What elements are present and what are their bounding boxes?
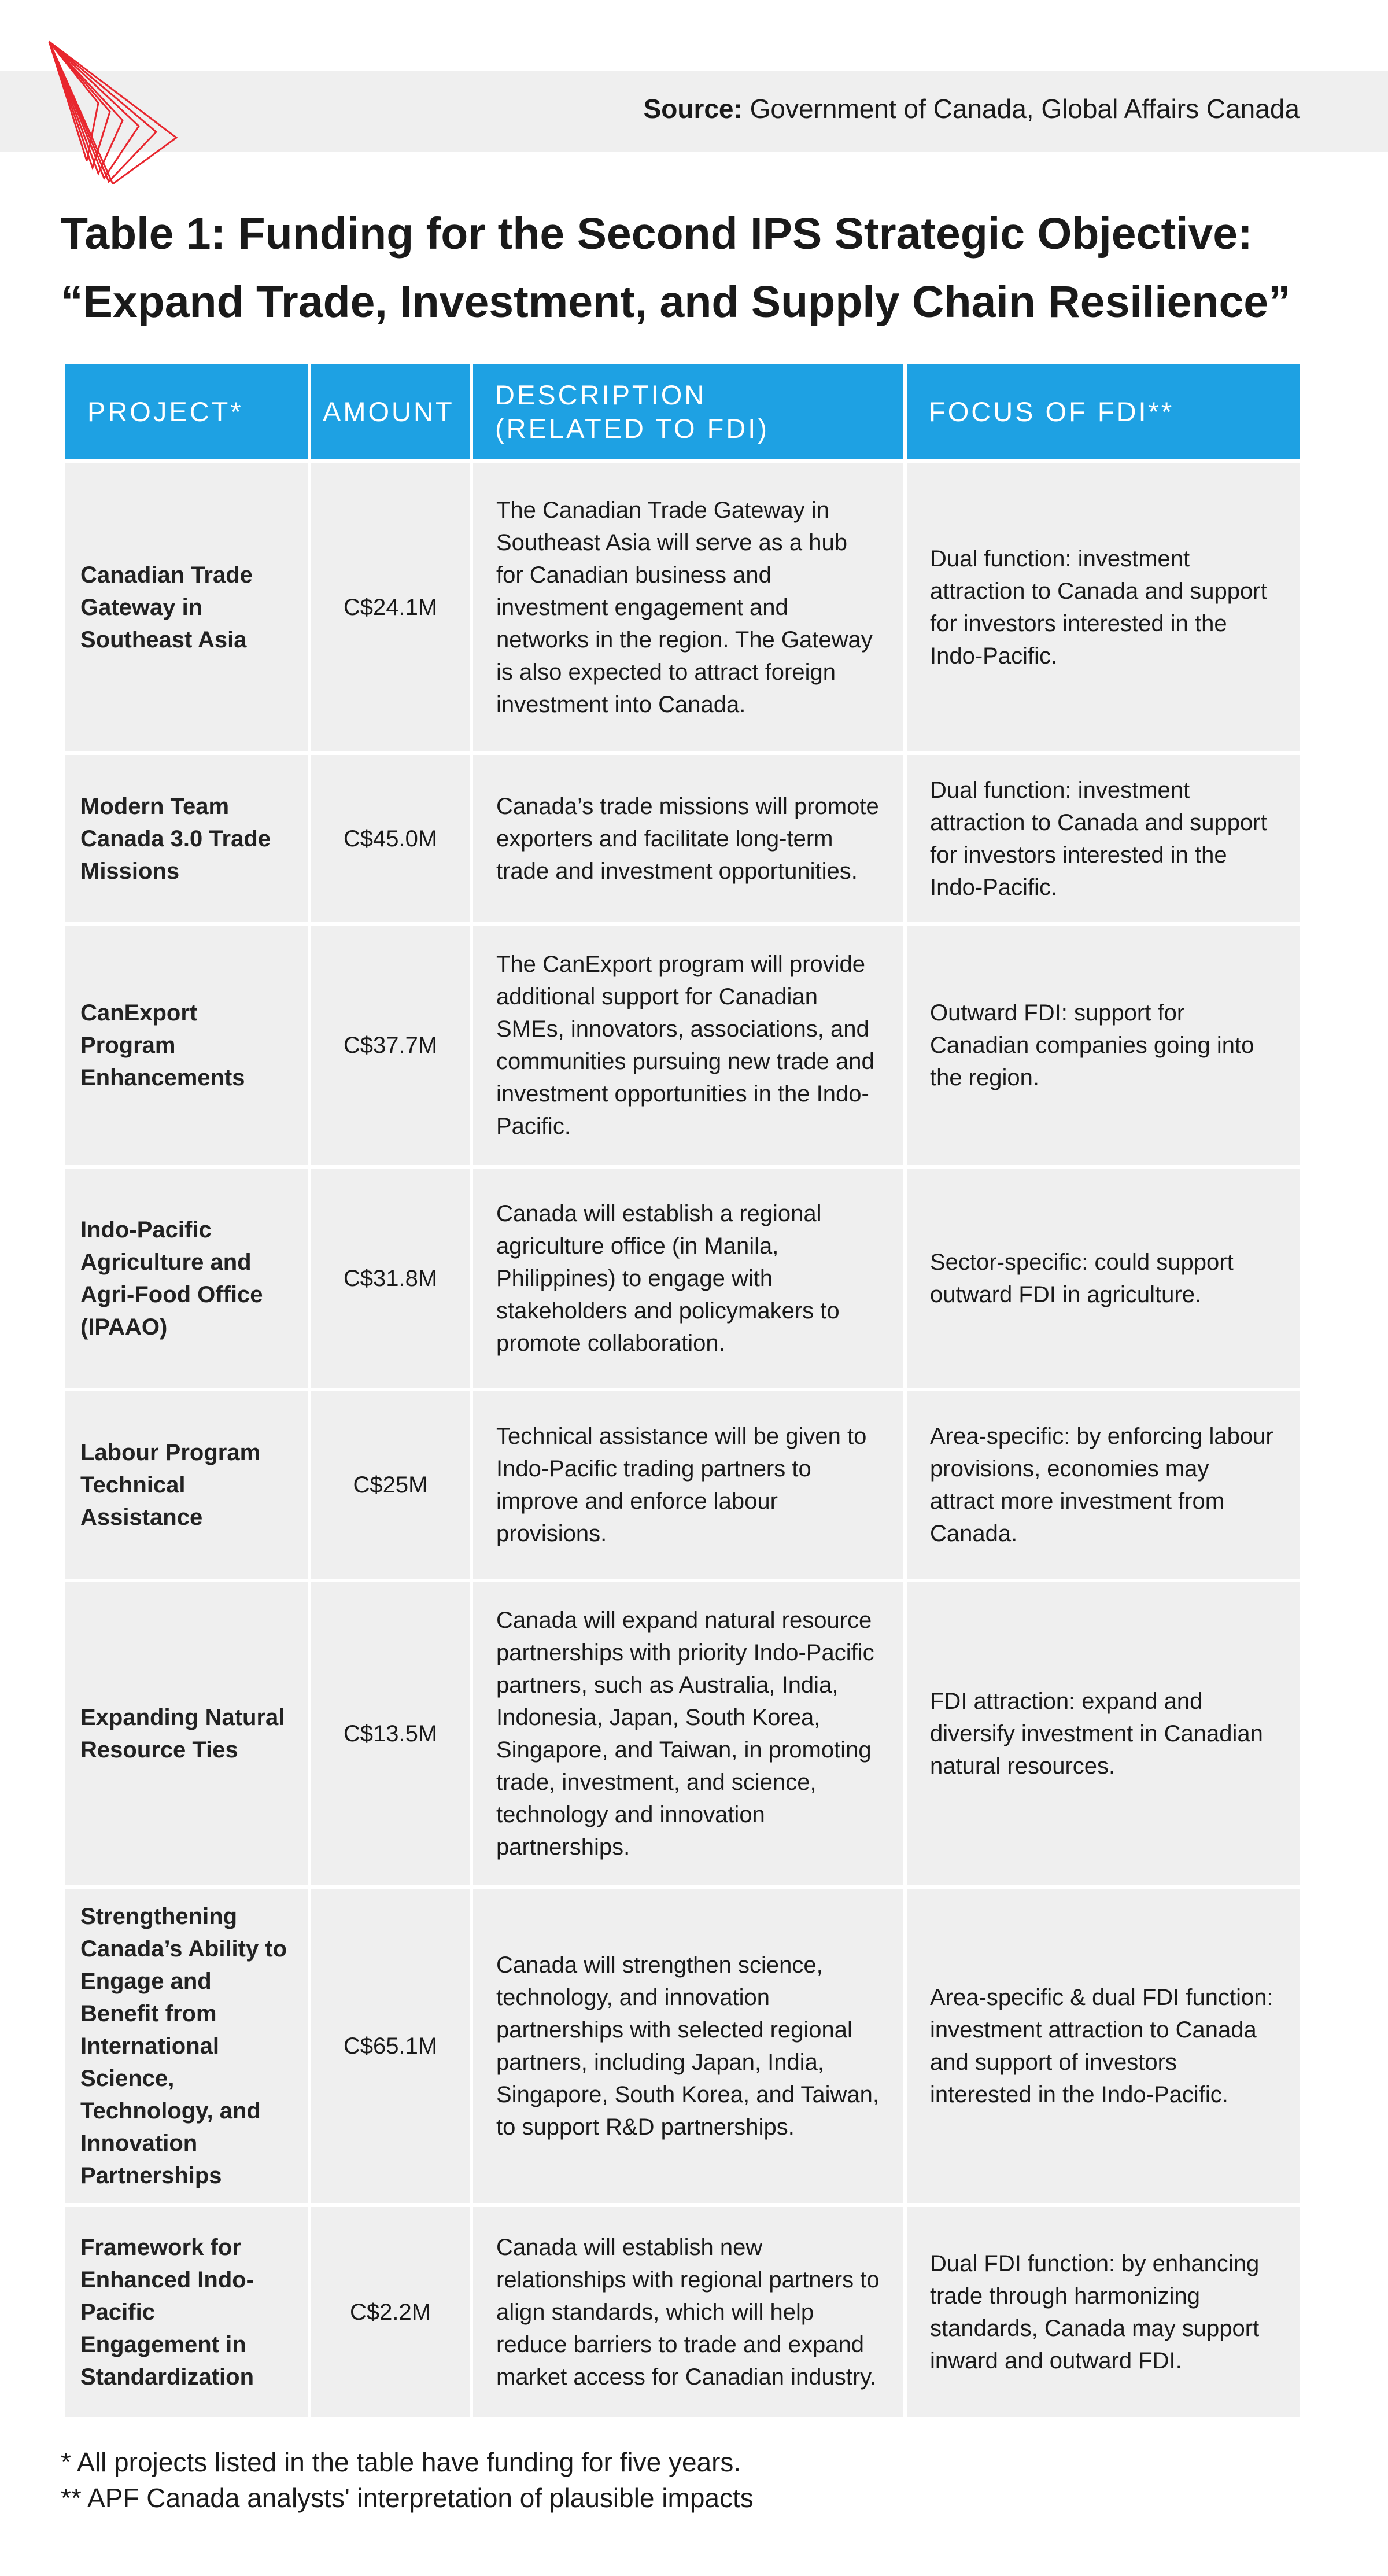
table-row <box>64 1167 1301 1390</box>
apf-canada-logo-icon <box>46 39 179 184</box>
header-amount: AMOUNT <box>309 363 471 461</box>
footnotes <box>61 2444 754 2516</box>
description-cell: The CanExport program will provide additional support for Canadian SMEs, innovators, associations, and communities pursuing new trade and investment opportunities in the Indo-Pacific. <box>471 924 905 1167</box>
table-row <box>64 1887 1301 2205</box>
focus-cell: Outward FDI: support for Canadian companies going into the region. <box>905 924 1301 1167</box>
header-project: PROJECT* <box>64 363 309 461</box>
title-line-2: “Expand Trade, Investment, and Supply Chain Resilience” <box>61 277 1291 327</box>
table-row <box>64 461 1301 753</box>
project-cell: Labour Program Technical Assistance <box>64 1390 309 1580</box>
page-title <box>61 200 1333 336</box>
project-cell: Indo-Pacific Agriculture and Agri-Food Office (IPAAO) <box>64 1167 309 1390</box>
table-header-row <box>64 363 1301 461</box>
project-cell: Expanding Natural Resource Ties <box>64 1580 309 1887</box>
description-cell: Canada will establish new relationships with regional partners to align standards, which will help reduce barriers to trade and expand market access for Canadian industry. <box>471 2205 905 2419</box>
project-cell: Framework for Enhanced Indo-Pacific Engagement in Standardization <box>64 2205 309 2419</box>
amount-cell: C$25M <box>309 1390 471 1580</box>
focus-cell: Dual FDI function: by enhancing trade through harmonizing standards, Canada may support inward and outward FDI. <box>905 2205 1301 2419</box>
header-description <box>471 363 905 461</box>
project-cell: Strengthening Canada’s Ability to Engage and Benefit from International Science, Technology, and Innovation Partnerships <box>64 1887 309 2205</box>
project-cell: Canadian Trade Gateway in Southeast Asia <box>64 461 309 753</box>
table-row <box>64 1580 1301 1887</box>
funding-table <box>62 361 1303 2421</box>
table-row <box>64 753 1301 924</box>
description-cell: Canada’s trade missions will promote exporters and facilitate long-term trade and investment opportunities. <box>471 753 905 924</box>
source-label: Source: <box>643 94 743 124</box>
focus-cell: Dual function: investment attraction to Canada and support for investors interested in the Indo-Pacific. <box>905 461 1301 753</box>
amount-cell: C$65.1M <box>309 1887 471 2205</box>
description-cell: Canada will establish a regional agriculture office (in Manila, Philippines) to engage with stakeholders and policymakers to promote collaboration. <box>471 1167 905 1390</box>
amount-cell: C$37.7M <box>309 924 471 1167</box>
description-cell: Canada will expand natural resource partnerships with priority Indo-Pacific partners, such as Australia, India, Indonesia, Japan, South Korea, Singapore, and Taiwan, in promoting trade, investment, and science, technology and innovation partnerships. <box>471 1580 905 1887</box>
amount-cell: C$13.5M <box>309 1580 471 1887</box>
focus-cell: Area-specific: by enforcing labour provisions, economies may attract more investment from Canada. <box>905 1390 1301 1580</box>
table-row <box>64 2205 1301 2419</box>
source-text: Government of Canada, Global Affairs Canada <box>750 94 1300 124</box>
amount-cell: C$2.2M <box>309 2205 471 2419</box>
source-line <box>644 93 1300 125</box>
amount-cell: C$31.8M <box>309 1167 471 1390</box>
focus-cell: Sector-specific: could support outward FDI in agriculture. <box>905 1167 1301 1390</box>
description-cell: Technical assistance will be given to Indo-Pacific trading partners to improve and enforce labour provisions. <box>471 1390 905 1580</box>
header-description-line1: DESCRIPTION <box>495 379 707 410</box>
amount-cell: C$45.0M <box>309 753 471 924</box>
project-cell: CanExport Program Enhancements <box>64 924 309 1167</box>
footnote-2: ** APF Canada analysts' interpretation of plausible impacts <box>61 2483 754 2513</box>
focus-cell: Dual function: investment attraction to Canada and support for investors interested in the Indo-Pacific. <box>905 753 1301 924</box>
project-cell: Modern Team Canada 3.0 Trade Missions <box>64 753 309 924</box>
amount-cell: C$24.1M <box>309 461 471 753</box>
footnote-1: * All projects listed in the table have funding for five years. <box>61 2447 741 2477</box>
description-cell: Canada will strengthen science, technology, and innovation partnerships with selected regional partners, including Japan, India, Singapore, South Korea, and Taiwan, to support R&D partnerships. <box>471 1887 905 2205</box>
header-focus: FOCUS OF FDI** <box>905 363 1301 461</box>
focus-cell: FDI attraction: expand and diversify investment in Canadian natural resources. <box>905 1580 1301 1887</box>
description-cell: The Canadian Trade Gateway in Southeast Asia will serve as a hub for Canadian business and investment engagement and networks in the region. The Gateway is also expected to attract foreign investment into Canada. <box>471 461 905 753</box>
table-row <box>64 924 1301 1167</box>
table-row <box>64 1390 1301 1580</box>
title-line-1: Table 1: Funding for the Second IPS Strategic Objective: <box>61 209 1253 259</box>
focus-cell: Area-specific & dual FDI function: investment attraction to Canada and support of investors interested in the Indo-Pacific. <box>905 1887 1301 2205</box>
header-description-line2: (RELATED TO FDI) <box>495 413 769 444</box>
